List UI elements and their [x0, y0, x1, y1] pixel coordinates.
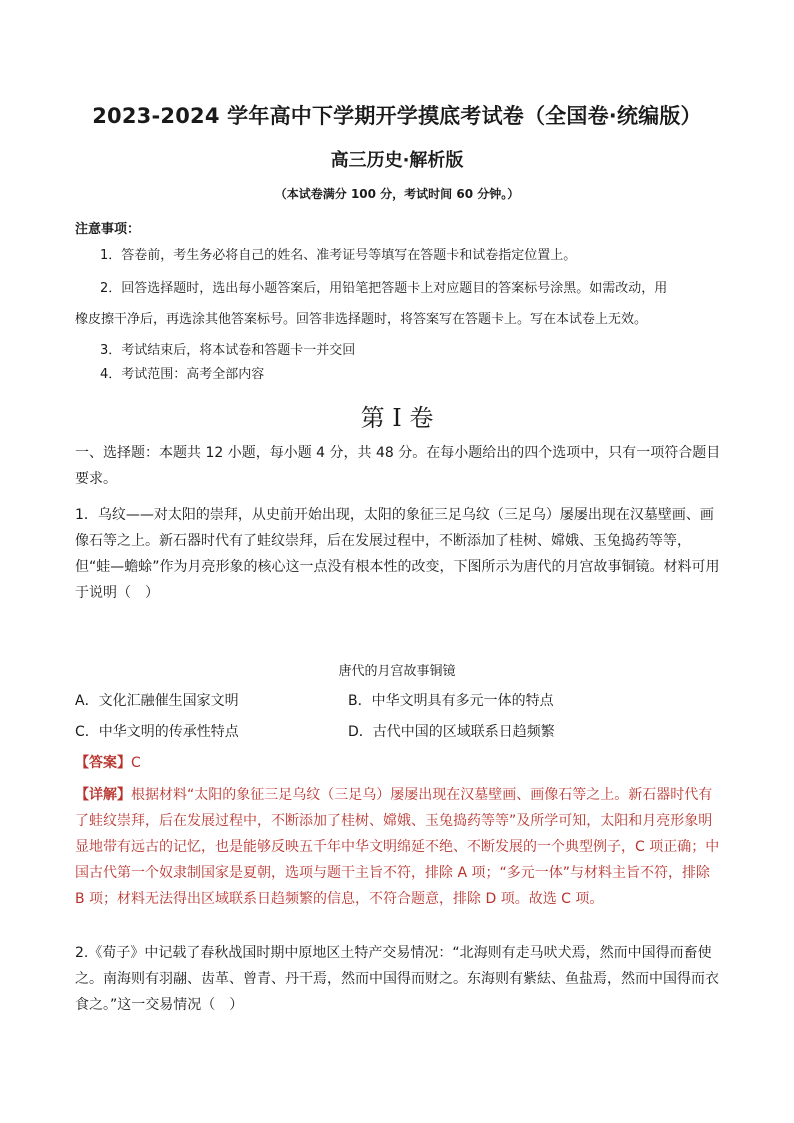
- option-d: D．古代中国的区域联系日趋频繁: [348, 724, 555, 740]
- option-a: A．文化汇融催生国家文明: [75, 693, 239, 709]
- notice-heading: 注意事项：: [75, 222, 141, 237]
- part-title: 第 I 卷: [360, 404, 434, 432]
- option-b: B．中华文明具有多元一体的特点: [348, 693, 554, 709]
- option-c: C．中华文明的传承性特点: [75, 724, 239, 740]
- notice-item-2: 2．回答选择题时，选出每小题答案后，用铅笔把答题卡上对应题目的答案标号涂黑。如需改动，用: [100, 281, 668, 296]
- answer-line: [75, 752, 141, 772]
- detail-paragraph: [75, 782, 723, 912]
- notice-item-4: 4．考试范围：高考全部内容: [100, 367, 265, 382]
- question-2-text: 2.《荀子》中记载了春秋战国时期中原地区土特产交易情况：“北海则有走马吠犬焉，然而中国得而畜使之。南海则有羽翮、齿革、曾青、丹干焉，然而中国得而财之。东海则有紫紶、鱼盐焉，然而中国得而衣食之。”这一交易情况（ ）: [75, 945, 719, 1013]
- exam-note: （本试卷满分 100 分，考试时间 60 分钟。）: [274, 187, 520, 201]
- notice-item-2-cont: 橡皮擦干净后，再选涂其他答案标号。回答非选择题时，将答案写在答题卡上。写在本试卷上无效。: [75, 312, 648, 327]
- section-intro: 一、选择题：本题共 12 小题，每小题 4 分，共 48 分。在每小题给出的四个选项中，只有一项符合题目要求。: [75, 445, 721, 487]
- page-title: 2023-2024 学年高中下学期开学摸底考试卷（全国卷·统编版）: [92, 104, 702, 128]
- detail-label: 【详解】: [75, 787, 131, 803]
- answer-label: 【答案】: [75, 755, 131, 771]
- answer-value: C: [131, 755, 141, 771]
- figure-caption: 唐代的月宫故事铜镜: [338, 664, 456, 679]
- page-subtitle: 高三历史·解析版: [330, 150, 464, 171]
- notice-item-3: 3．考试结束后，将本试卷和答题卡一并交回: [100, 343, 356, 358]
- detail-text: 根据材料“太阳的象征三足乌纹（三足乌）屡屡出现在汉墓壁画、画像石等之上。新石器时代有了蛙纹崇拜，后在发展过程中，不断添加了桂树、嫦娥、玉兔捣药等等”及所学可知，太阳和月亮形象明显地带有远古的记忆，也是能够反映五千年中华文明绵延不绝、不断发展的一个典型例子，C 项正确；中国古代第一个奴隶制国家是夏朝，选项与题干主旨不符，排除 A 项；“多元一体”与材料主旨不符，排除 B 项；材料无法得出区域联系日趋频繁的信息，不符合题意，排除 D 项。故选 C 项。: [75, 787, 720, 907]
- notice-item-1: 1．答卷前，考生务必将自己的姓名、准考证号等填写在答题卡和试卷指定位置上。: [100, 248, 577, 263]
- question-1-text: 1．乌纹——对太阳的崇拜，从史前开始出现，太阳的象征三足乌纹（三足乌）屡屡出现在汉墓壁画、画像石等之上。新石器时代有了蛙纹崇拜，后在发展过程中，不断添加了桂树、嫦娥、玉兔捣药等等，但“蛙—蟾蜍”作为月亮形象的核心这一点没有根本性的改变，下图所示为唐代的月宫故事铜镜。材料可用于说明（ ）: [75, 507, 720, 601]
